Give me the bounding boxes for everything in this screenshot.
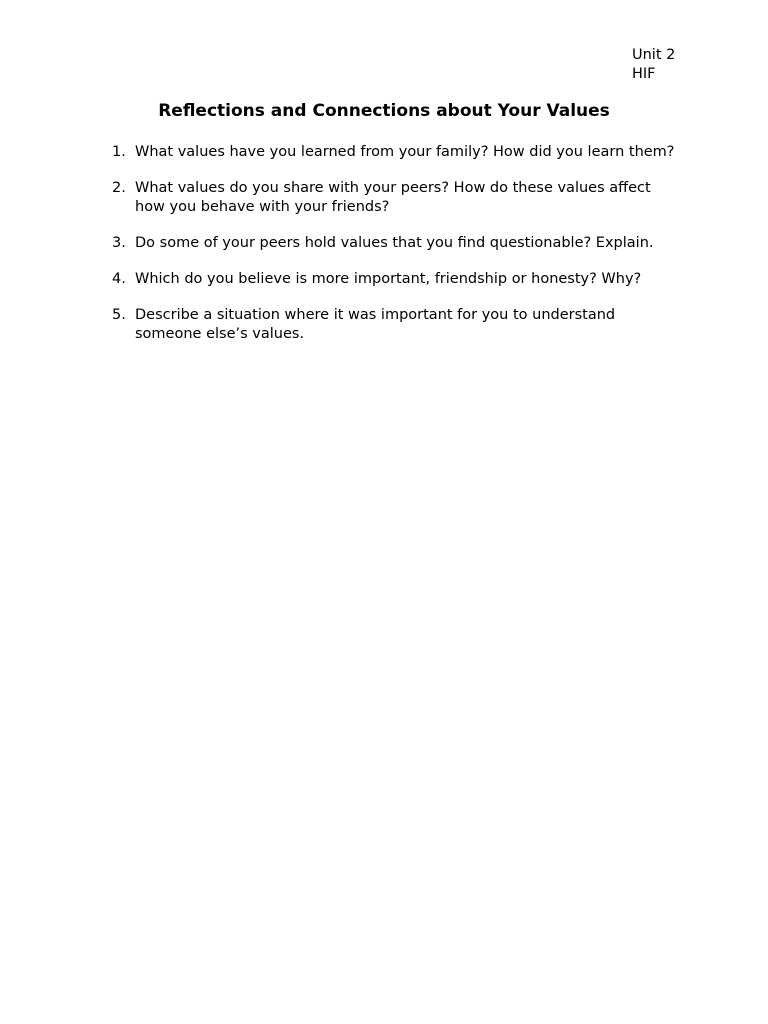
unit-label: Unit 2 [632, 47, 676, 63]
question-number: 1. [112, 144, 126, 160]
question-item [112, 179, 682, 216]
question-number: 4. [112, 271, 126, 288]
question-text: Describe a situation where it was important for you to understand someone else’s values. [135, 307, 616, 342]
course-code: HIF [632, 65, 656, 82]
question-number: 5. [112, 307, 126, 324]
question-item [112, 234, 682, 252]
question-item [112, 306, 682, 343]
question-text: What values do you share with your peers? How do these values affect how you behave with your friends? [135, 180, 651, 215]
question-item [112, 270, 682, 288]
header-block [632, 46, 675, 83]
question-number: 2. [112, 180, 126, 197]
question-text: What values have you learned from your family? How did you learn them? [135, 144, 675, 160]
question-list [112, 143, 682, 361]
document-title: Reflections and Connections about Your Values [158, 101, 610, 121]
question-item [112, 143, 682, 161]
question-text: Which do you believe is more important, friendship or honesty? Why? [135, 271, 642, 288]
question-text: Do some of your peers hold values that you find questionable? Explain. [135, 234, 654, 251]
question-number: 3. [112, 234, 126, 251]
